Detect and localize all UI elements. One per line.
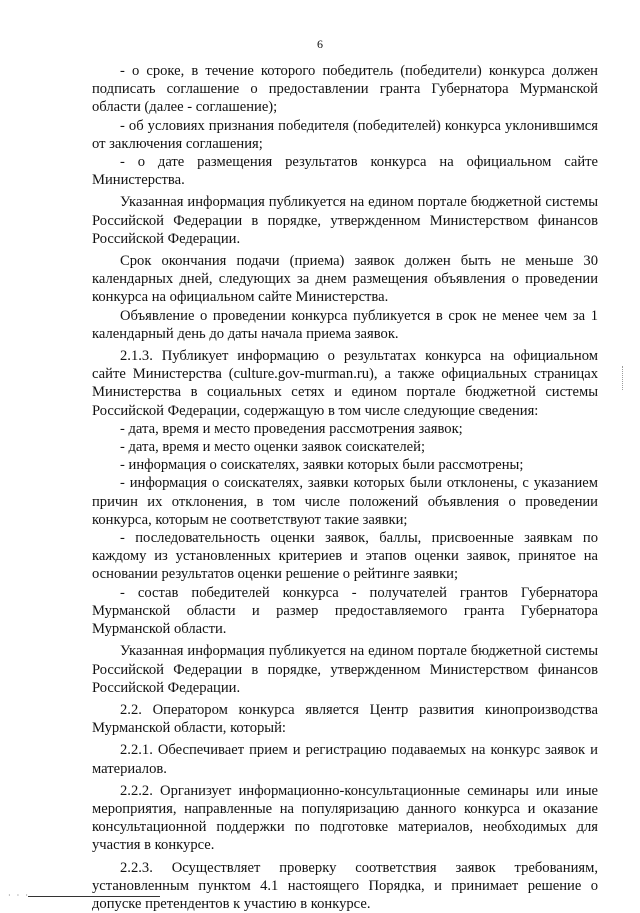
paragraph-2-1-3: 2.1.3. Публикует информацию о результатах конкурса на официальном сайте Министерства (culture.gov-murman.ru), а также официальных страницах Министерства в социальных сетях и едином портале бюджетной системы Российской Федерации, содержащую в том числе следующие сведения: <box>92 348 598 419</box>
scan-corner-marks: · · · <box>8 891 30 900</box>
paragraph-announcement-term: Объявление о проведении конкурса публикуется в срок не менее чем за 1 календарный день до даты начала приема заявок. <box>92 307 598 342</box>
list-item-winners: - состав победителей конкурса - получателей грантов Губернатора Мурманской области и размер предоставляемого гранта Губернатора Мурманской области. <box>92 584 598 638</box>
list-item-evaluation-date: - дата, время и место оценки заявок соискателей; <box>120 439 426 456</box>
paragraph-evasion-conditions: - об условиях признания победителя (победителей) конкурса уклонившимся от заключения соглашения; <box>92 117 598 152</box>
paragraph-results-date: - о дате размещения результатов конкурса на официальном сайте Министерства. <box>92 154 598 189</box>
paragraph-2-2: 2.2. Оператором конкурса является Центр развития кинопроизводства Мурманской области, который: <box>92 701 598 737</box>
paragraph-publication-note-2: Указанная информация публикуется на едином портале бюджетной системы Российской Федерации в порядке, утвержденном Министерством финансов Российской Федерации. <box>92 643 598 696</box>
list-item-evaluation-sequence: - последовательность оценки заявок, баллы, присвоенные заявкам по каждому из установленных критериев и этапов оценки заявок, принятое на основании результатов оценки решение о рейтинге заявки; <box>92 530 598 583</box>
paragraph-submission-deadline: Срок окончания подачи (приема) заявок должен быть не меньше 30 календарных дней, следующих за днем размещения объявления о проведении конкурса на официальном сайте Министерства. <box>92 253 598 306</box>
list-item-review-date: - дата, время и место проведения рассмотрения заявок; <box>120 420 463 437</box>
paragraph-contract-deadline: - о сроке, в течение которого победитель (победители) конкурса должен подписать соглашение о предоставлении гранта Губернатора Мурманской области (далее - соглашение); <box>92 63 598 116</box>
paragraph-publication-note-1: Указанная информация публикуется на едином портале бюджетной системы Российской Федерации в порядке, утвержденном Министерством финансов Российской Федерации. <box>92 194 598 247</box>
footnote-separator-line <box>28 896 160 897</box>
document-body <box>92 62 598 913</box>
paragraph-2-2-2: 2.2.2. Организует информационно-консультационные семинары или иные мероприятия, направленные на популяризацию данного конкурса и оказание консультационной поддержки по подготовке материалов, необходимых для участия в конкурсе. <box>92 782 598 854</box>
list-item-rejected-applicants: - информация о соискателях, заявки которых были отклонены, с указанием причин их отклонения, в том числе положений объявления о проведении конкурса, которым не соответствуют такие заявки; <box>92 475 598 528</box>
scan-edge-mark <box>622 366 625 390</box>
page-number: 6 <box>317 37 323 51</box>
paragraph-2-2-3: 2.2.3. Осуществляет проверку соответствия заявок требованиям, установленным пунктом 4.1 настоящего Порядка, и принимает решение о допуске претендентов к участию в конкурсе. <box>92 859 598 912</box>
paragraph-2-2-1: 2.2.1. Обеспечивает прием и регистрацию подаваемых на конкурс заявок и материалов. <box>92 742 598 777</box>
list-item-reviewed-applicants: - информация о соискателях, заявки которых были рассмотрены; <box>120 457 524 474</box>
